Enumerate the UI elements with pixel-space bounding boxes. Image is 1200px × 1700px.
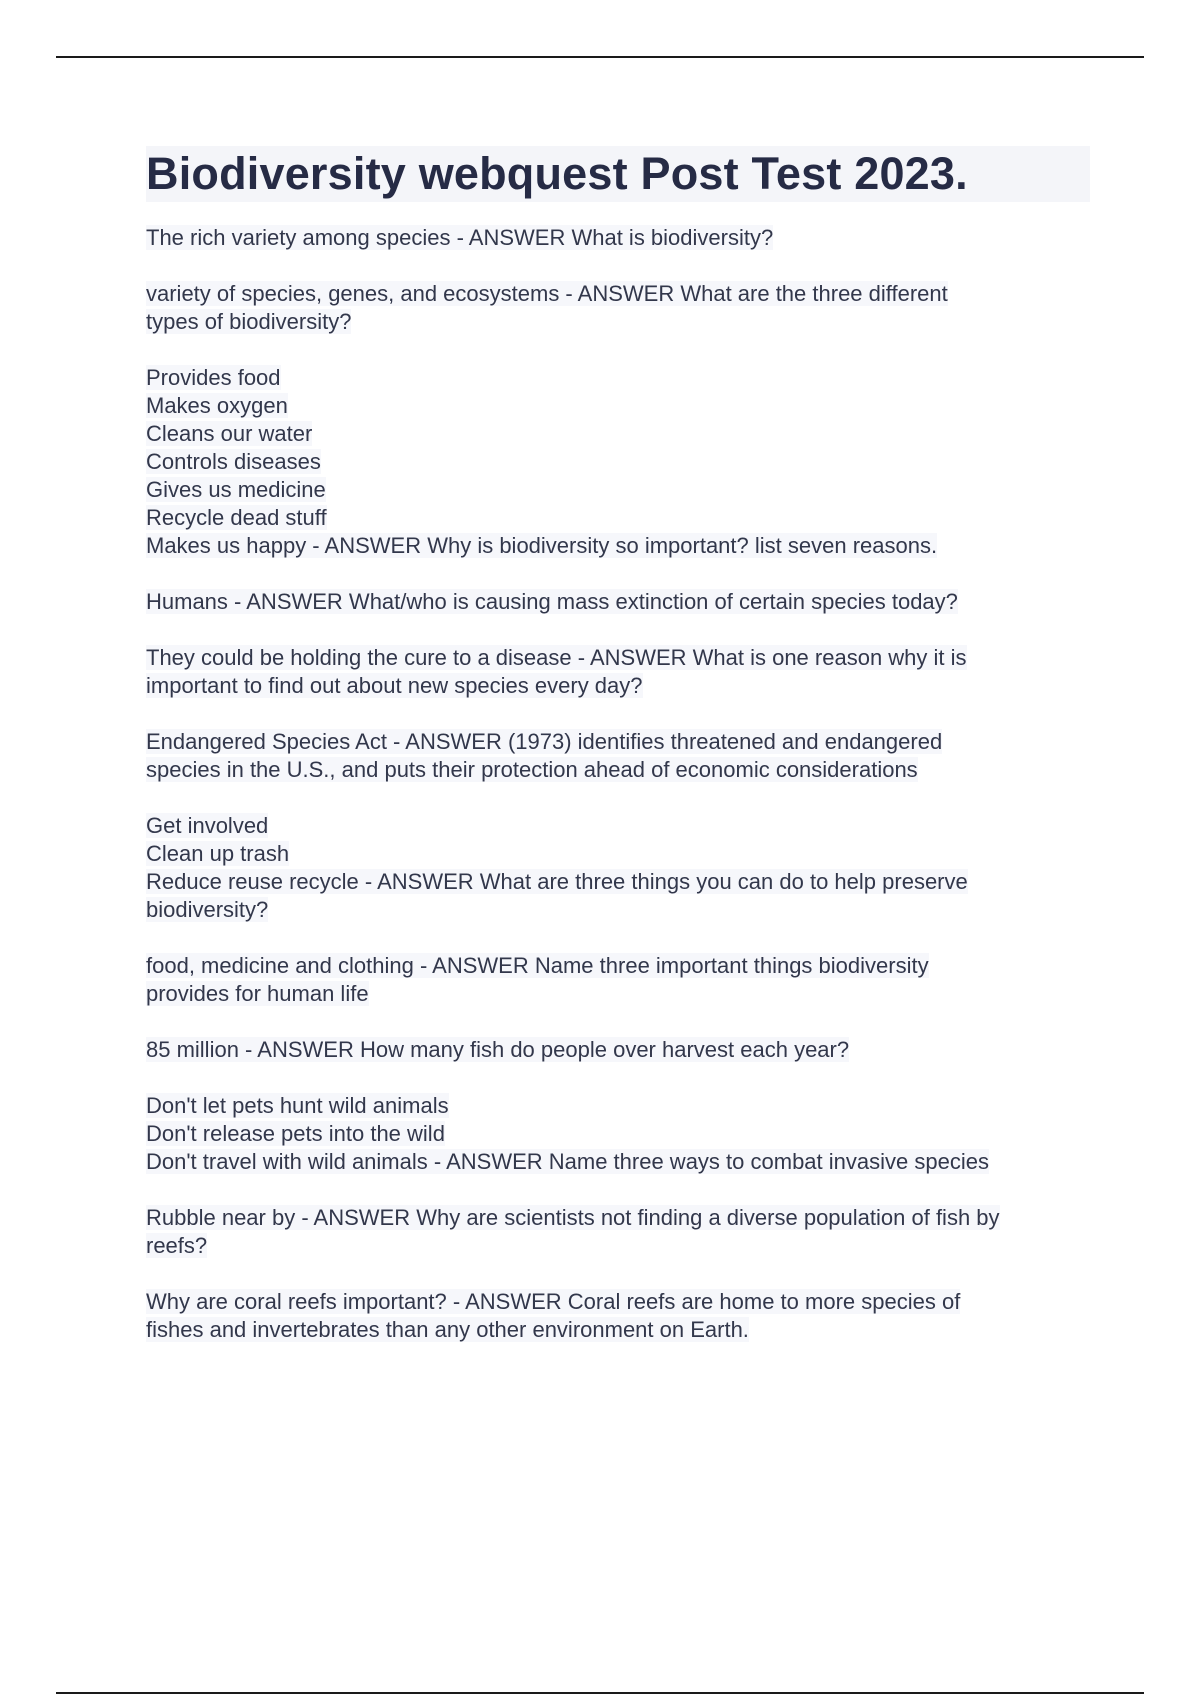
qa-line: They could be holding the cure to a disease - ANSWER What is one reason why it is xyxy=(146,645,967,670)
qa-line: Why are coral reefs important? - ANSWER Coral reefs are home to more species of xyxy=(146,1289,961,1314)
qa-line: Gives us medicine xyxy=(146,477,326,502)
document-body xyxy=(146,146,1090,1372)
qa-line: Don't let pets hunt wild animals xyxy=(146,1093,449,1118)
qa-entry xyxy=(146,1036,1090,1064)
qa-line: The rich variety among species - ANSWER What is biodiversity? xyxy=(146,225,774,250)
qa-line: Cleans our water xyxy=(146,421,313,446)
bottom-rule xyxy=(56,1692,1144,1694)
qa-entry xyxy=(146,588,1090,616)
qa-line: reefs? xyxy=(146,1233,208,1258)
qa-line: species in the U.S., and puts their protection ahead of economic considerations xyxy=(146,757,918,782)
qa-entry xyxy=(146,812,1090,924)
qa-line: Makes us happy - ANSWER Why is biodiversity so important? list seven reasons. xyxy=(146,533,938,558)
top-rule xyxy=(56,56,1144,58)
qa-entry xyxy=(146,728,1090,784)
qa-line: 85 million - ANSWER How many fish do people over harvest each year? xyxy=(146,1037,850,1062)
qa-line: provides for human life xyxy=(146,981,369,1006)
qa-line: Don't release pets into the wild xyxy=(146,1121,445,1146)
qa-line: Provides food xyxy=(146,365,281,390)
qa-line: important to find out about new species every day? xyxy=(146,673,643,698)
qa-list xyxy=(146,224,1090,1344)
qa-line: food, medicine and clothing - ANSWER Name three important things biodiversity xyxy=(146,953,929,978)
qa-line: Endangered Species Act - ANSWER (1973) identifies threatened and endangered xyxy=(146,729,943,754)
qa-entry xyxy=(146,952,1090,1008)
qa-line: types of biodiversity? xyxy=(146,309,352,334)
qa-entry xyxy=(146,1092,1090,1176)
qa-line: Recycle dead stuff xyxy=(146,505,327,530)
qa-line: Don't travel with wild animals - ANSWER Name three ways to combat invasive species xyxy=(146,1149,989,1174)
qa-entry xyxy=(146,224,1090,252)
qa-line: Reduce reuse recycle - ANSWER What are three things you can do to help preserve xyxy=(146,869,968,894)
qa-line: Rubble near by - ANSWER Why are scientists not finding a diverse population of fish by xyxy=(146,1205,1000,1230)
qa-line: Controls diseases xyxy=(146,449,321,474)
qa-line: variety of species, genes, and ecosystems - ANSWER What are the three different xyxy=(146,281,948,306)
qa-line: Clean up trash xyxy=(146,841,290,866)
qa-line: fishes and invertebrates than any other environment on Earth. xyxy=(146,1317,749,1342)
qa-line: Get involved xyxy=(146,813,269,838)
qa-entry xyxy=(146,1288,1090,1344)
qa-line: biodiversity? xyxy=(146,897,269,922)
qa-entry xyxy=(146,644,1090,700)
qa-entry xyxy=(146,1204,1090,1260)
page-title: Biodiversity webquest Post Test 2023. xyxy=(146,146,1090,202)
qa-line: Makes oxygen xyxy=(146,393,288,418)
qa-line: Humans - ANSWER What/who is causing mass extinction of certain species today? xyxy=(146,589,958,614)
qa-entry xyxy=(146,364,1090,560)
qa-entry xyxy=(146,280,1090,336)
